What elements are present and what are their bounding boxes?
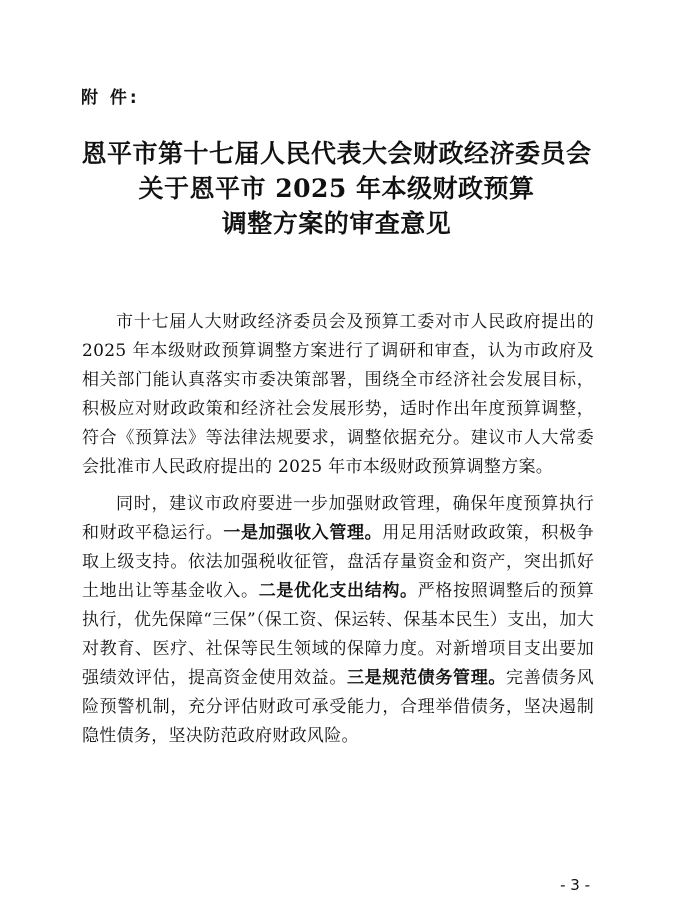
document-title [0, 136, 673, 241]
title-line-3: 调整方案的审查意见 [221, 209, 452, 238]
attachment-label: 附 件: [81, 88, 140, 108]
heading-revenue-management: 一是加强收入管理。 [223, 523, 383, 543]
paragraph-2 [82, 490, 594, 751]
page-number: - 3 - [560, 876, 590, 894]
heading-expenditure-structure: 二是优化支出结构。 [258, 581, 418, 601]
document-body [82, 308, 594, 751]
heading-debt-management: 三是规范债务管理。 [347, 668, 507, 688]
paragraph-1: 市十七届人大财政经济委员会及预算工委对市人民政府提出的 2025 年本级财政预算调整方案进行了调研和审查，认为市政府及相关部门能认真落实市委决策部署，围绕全市经济社会发展目标，积极应对财政政策和经济社会发展形势，适时作出年度预算调整，符合《预算法》等法律法规要求，调整依据充分。建议市人大常委会批准市人民政府提出的 2025 年市本级财政预算调整方案。 [82, 312, 594, 477]
revenue-management-text: 用足用活财政政策，积极争取上级支持。依法加强税收征管，盘活存量资金和资产，突出抓好土地出让等基金收入。 [82, 523, 594, 601]
debt-management-text: 完善债务风险预警机制，充分评估财政可承受能力，合理举借债务，坚决遏制隐性债务，坚决防范政府财政风险。 [82, 668, 595, 746]
expenditure-structure-text: 严格按照调整后的预算执行，优先保障“三保”（保工资、保运转、保基本民生）支出，加大对教育、医疗、社保等民生领域的保障力度。对新增项目支出要加强绩效评估，提高资金使用效益。 [82, 581, 595, 688]
paragraph-2-intro: 同时，建议市政府要进一步加强财政管理，确保年度预算执行和财政平稳运行。 [82, 494, 594, 543]
title-line-1: 恩平市第十七届人民代表大会财政经济委员会 [81, 139, 592, 168]
title-line-2: 关于恩平市 2025 年本级财政预算 [138, 174, 535, 203]
